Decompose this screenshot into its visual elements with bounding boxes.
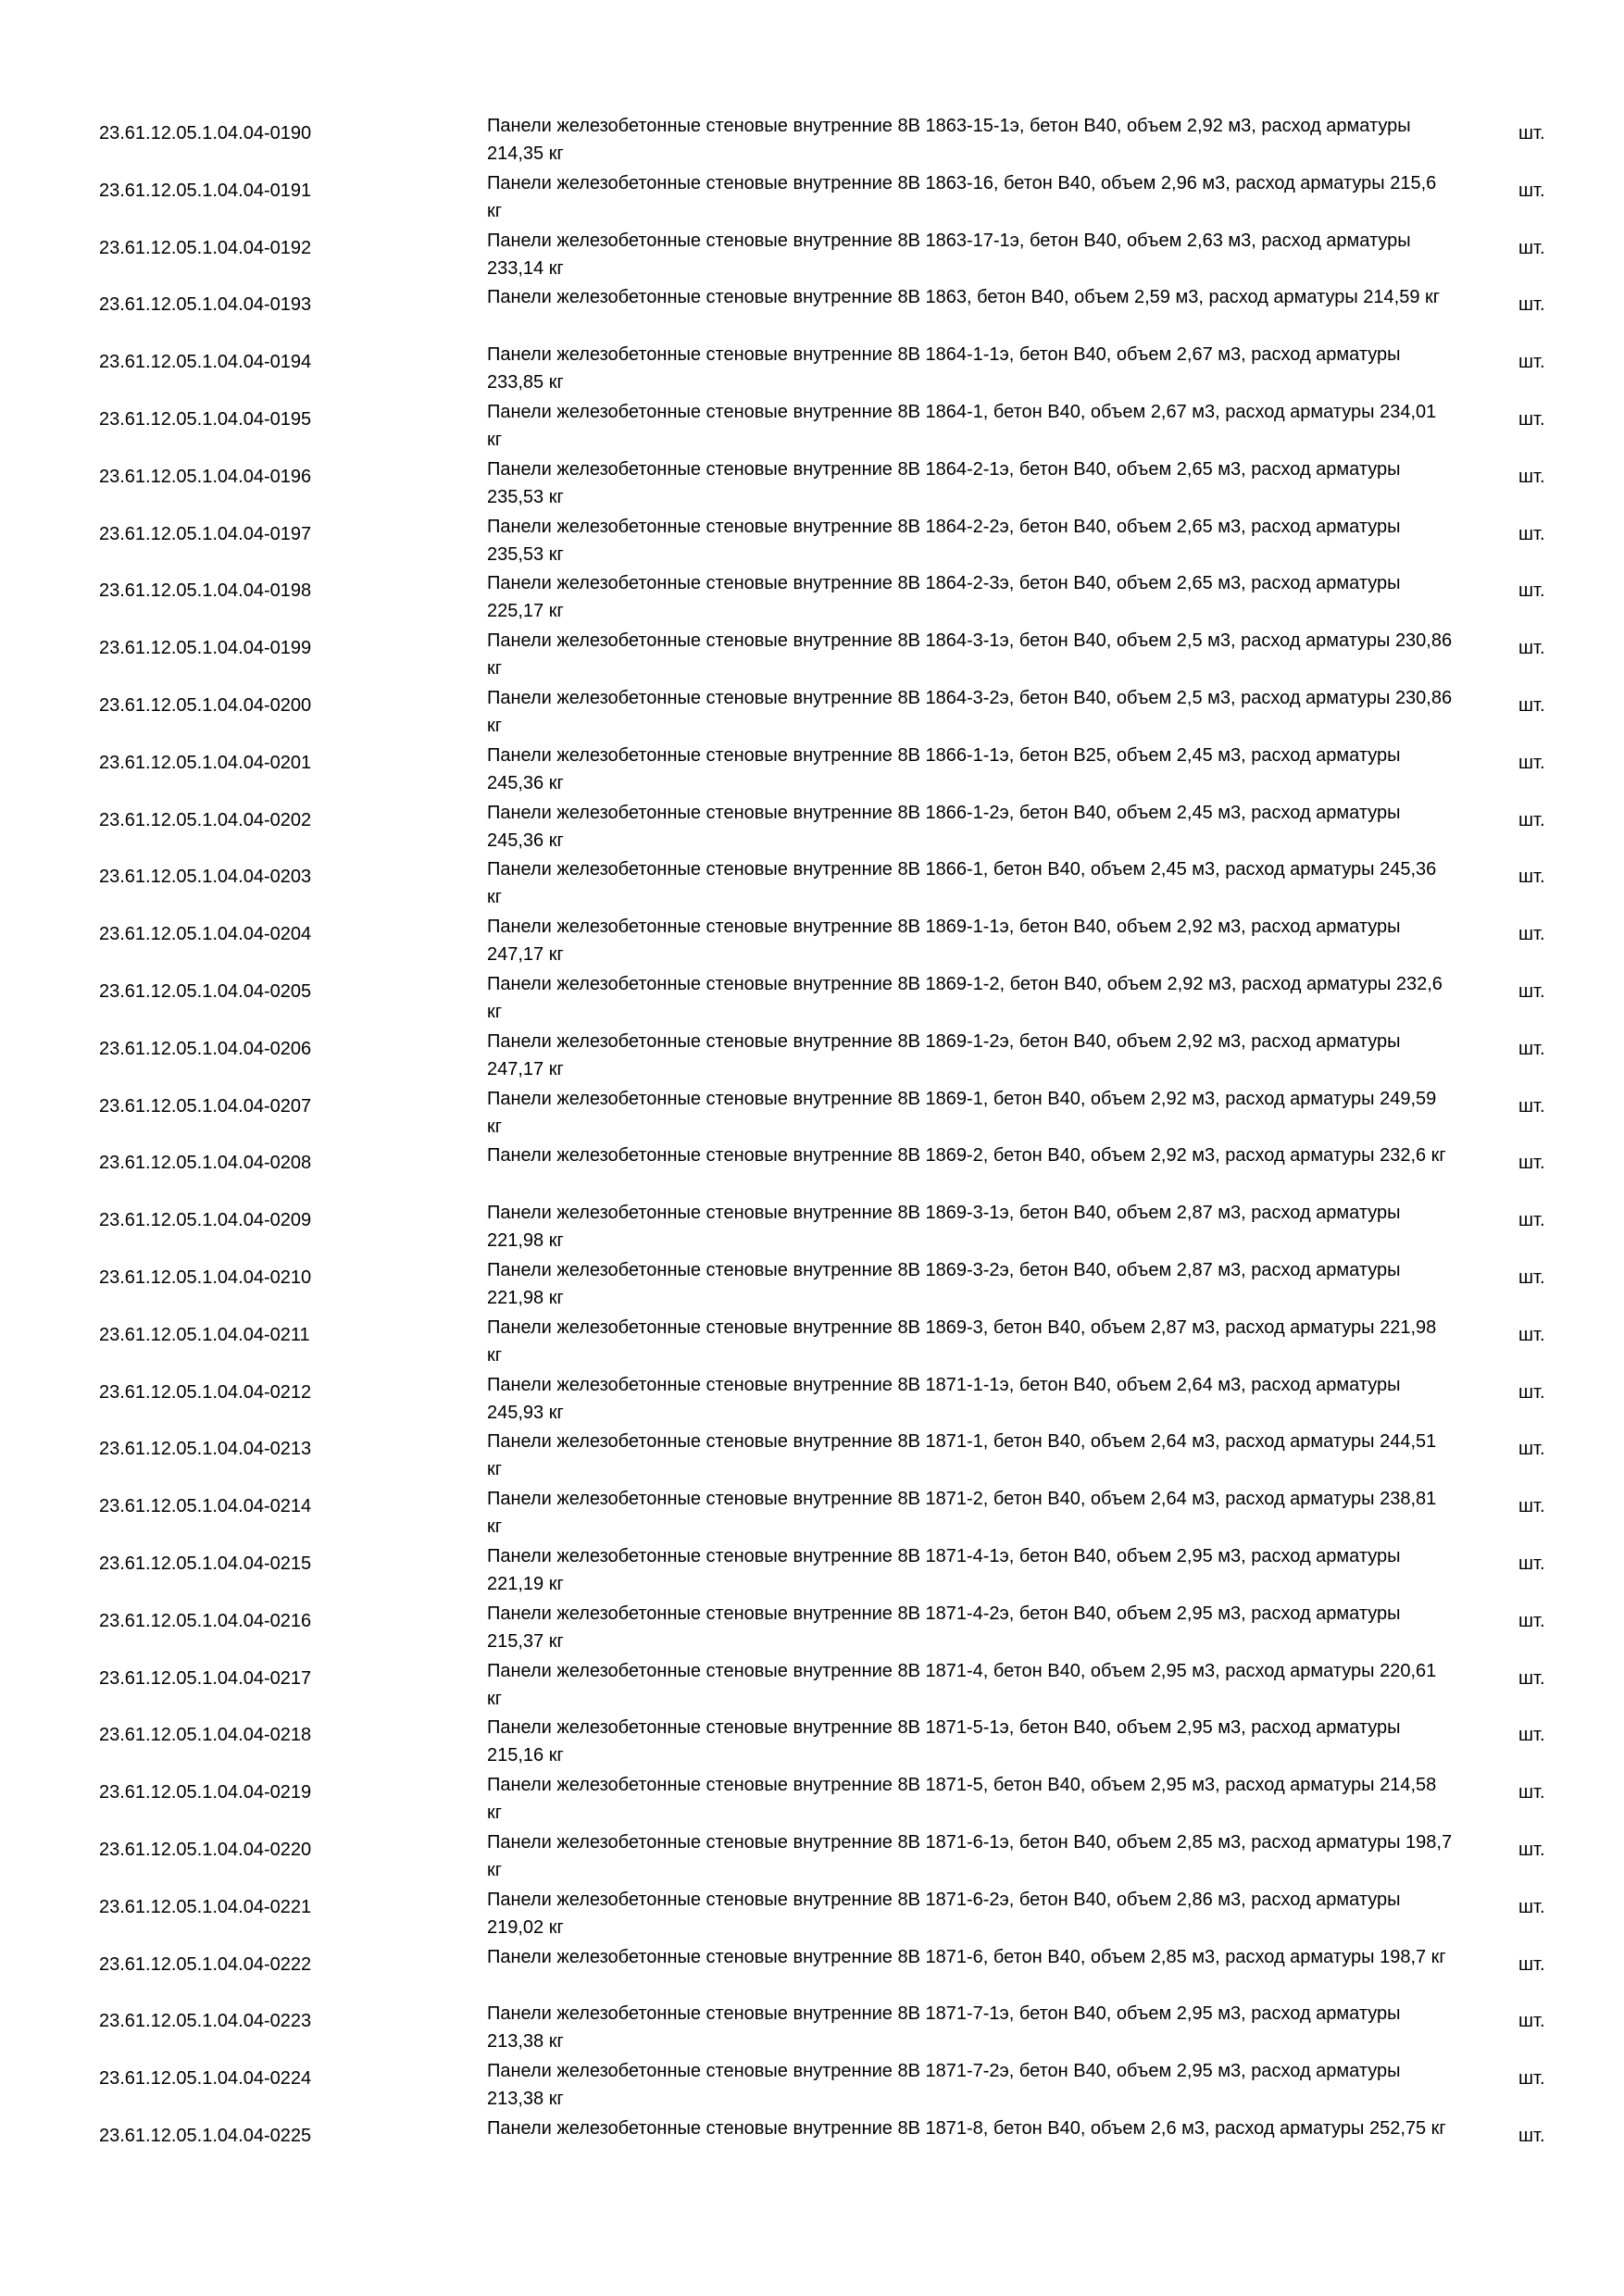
resource-description: Панели железобетонные стеновые внутренние 8В 1871-6-1э, бетон В40, объем 2,85 м3, расход арматуры 198,7 кг (487, 1831, 1453, 1880)
unit-of-measure: шт. (1518, 1839, 1545, 1860)
resource-description: Панели железобетонные стеновые внутренние 8В 1863-17-1э, бетон В40, объем 2,63 м3, расход арматуры 233,14 кг (487, 230, 1411, 279)
resource-code: 23.61.12.05.1.04.04-0202 (99, 809, 312, 830)
resource-code: 23.61.12.05.1.04.04-0203 (99, 867, 312, 888)
resource-code: 23.61.12.05.1.04.04-0210 (99, 1267, 312, 1288)
unit-of-measure: шт. (1518, 294, 1545, 316)
resource-code: 23.61.12.05.1.04.04-0221 (99, 1896, 312, 1917)
resource-description: Панели железобетонные стеновые внутренние 8В 1871-4-1э, бетон В40, объем 2,95 м3, расход арматуры 221,19 кг (487, 1545, 1401, 1594)
unit-of-measure: шт. (1518, 1439, 1545, 1460)
resource-code: 23.61.12.05.1.04.04-0225 (99, 2125, 312, 2146)
unit-of-measure: шт. (1518, 2011, 1545, 2032)
resource-code: 23.61.12.05.1.04.04-0211 (99, 1324, 310, 1345)
resource-code: 23.61.12.05.1.04.04-0206 (99, 1038, 312, 1059)
unit-of-measure: шт. (1518, 1381, 1545, 1403)
table-row (0, 1021, 1624, 1079)
unit-of-measure: шт. (1518, 1553, 1545, 1574)
resource-description: Панели железобетонные стеновые внутренние 8В 1869-1, бетон В40, объем 2,92 м3, расход арматуры 249,59 кг (487, 1088, 1437, 1137)
unit-of-measure: шт. (1518, 924, 1545, 945)
table-row (0, 792, 1624, 850)
resource-description: Панели железобетонные стеновые внутренние 8В 1864-2-3э, бетон В40, объем 2,65 м3, расход арматуры 225,17 кг (487, 573, 1401, 622)
unit-of-measure: шт. (1518, 867, 1545, 888)
unit-of-measure: шт. (1518, 180, 1545, 201)
resource-description: Панели железобетонные стеновые внутренние 8В 1869-3, бетон В40, объем 2,87 м3, расход арматуры 221,98 кг (487, 1316, 1437, 1366)
resource-description: Панели железобетонные стеновые внутренние 8В 1863, бетон В40, объем 2,59 м3, расход арматуры 214,59 кг (487, 287, 1441, 308)
resource-code: 23.61.12.05.1.04.04-0204 (99, 924, 312, 945)
unit-of-measure: шт. (1518, 2068, 1545, 2090)
table-row (0, 1765, 1624, 1822)
table-row (0, 1822, 1624, 1879)
resource-code: 23.61.12.05.1.04.04-0198 (99, 580, 312, 602)
table-row (0, 620, 1624, 678)
resource-code: 23.61.12.05.1.04.04-0220 (99, 1839, 312, 1860)
table-row (0, 506, 1624, 564)
table-row (0, 1479, 1624, 1536)
resource-code: 23.61.12.05.1.04.04-0218 (99, 1725, 312, 1746)
table-row (0, 735, 1624, 792)
table-row (0, 964, 1624, 1021)
unit-of-measure: шт. (1518, 466, 1545, 487)
resource-description: Панели железобетонные стеновые внутренние 8В 1869-1-1э, бетон В40, объем 2,92 м3, расход арматуры 247,17 кг (487, 917, 1401, 966)
resource-code: 23.61.12.05.1.04.04-0199 (99, 638, 312, 659)
table-row (0, 2051, 1624, 2108)
resource-code: 23.61.12.05.1.04.04-0223 (99, 2011, 312, 2032)
table-row (0, 277, 1624, 334)
table-row (0, 849, 1624, 906)
resource-description: Панели железобетонные стеновые внутренние 8В 1863-16, бетон В40, объем 2,96 м3, расход арматуры 215,6 кг (487, 172, 1437, 221)
unit-of-measure: шт. (1518, 580, 1545, 602)
resource-code: 23.61.12.05.1.04.04-0209 (99, 1210, 312, 1231)
resource-description: Панели железобетонные стеновые внутренние 8В 1869-1-2, бетон В40, объем 2,92 м3, расход арматуры 232,6 кг (487, 973, 1443, 1022)
unit-of-measure: шт. (1518, 523, 1545, 544)
table-row (0, 220, 1624, 278)
table-row (0, 1993, 1624, 2051)
table-row (0, 1079, 1624, 1136)
resource-description: Панели железобетонные стеновые внутренние 8В 1871-6-2э, бетон В40, объем 2,86 м3, расход арматуры 219,02 кг (487, 1889, 1401, 1938)
resource-code: 23.61.12.05.1.04.04-0216 (99, 1610, 312, 1631)
table-row (0, 163, 1624, 220)
resource-description: Панели железобетонные стеновые внутренние 8В 1871-5, бетон В40, объем 2,95 м3, расход арматуры 214,58 кг (487, 1775, 1437, 1824)
resource-code: 23.61.12.05.1.04.04-0191 (99, 180, 312, 201)
resource-code: 23.61.12.05.1.04.04-0222 (99, 1953, 312, 1975)
unit-of-measure: шт. (1518, 1210, 1545, 1231)
unit-of-measure: шт. (1518, 1667, 1545, 1689)
resource-description: Панели железобетонные стеновые внутренние 8В 1871-4, бетон В40, объем 2,95 м3, расход арматуры 220,61 кг (487, 1660, 1437, 1709)
resource-description: Панели железобетонные стеновые внутренние 8В 1869-3-2э, бетон В40, объем 2,87 м3, расход арматуры 221,98 кг (487, 1259, 1401, 1308)
unit-of-measure: шт. (1518, 1267, 1545, 1288)
resource-code: 23.61.12.05.1.04.04-0200 (99, 694, 312, 716)
resource-code: 23.61.12.05.1.04.04-0205 (99, 980, 312, 1002)
table-row (0, 106, 1624, 163)
unit-of-measure: шт. (1518, 638, 1545, 659)
table-row (0, 1307, 1624, 1365)
resource-code: 23.61.12.05.1.04.04-0207 (99, 1095, 312, 1117)
resource-description: Панели железобетонные стеновые внутренние 8В 1871-4-2э, бетон В40, объем 2,95 м3, расход арматуры 215,37 кг (487, 1603, 1401, 1652)
resource-description: Панели железобетонные стеновые внутренние 8В 1871-1, бетон В40, объем 2,64 м3, расход арматуры 244,51 кг (487, 1431, 1437, 1480)
resource-description: Панели железобетонные стеновые внутренние 8В 1871-5-1э, бетон В40, объем 2,95 м3, расход арматуры 215,16 кг (487, 1717, 1401, 1766)
resource-code: 23.61.12.05.1.04.04-0194 (99, 352, 312, 373)
resource-description: Панели железобетонные стеновые внутренние 8В 1871-1-1э, бетон В40, объем 2,64 м3, расход арматуры 245,93 кг (487, 1374, 1401, 1423)
unit-of-measure: шт. (1518, 1610, 1545, 1631)
unit-of-measure: шт. (1518, 1953, 1545, 1975)
resource-description: Панели железобетонные стеновые внутренние 8В 1866-1-1э, бетон В25, объем 2,45 м3, расход арматуры 245,36 кг (487, 744, 1401, 793)
unit-of-measure: шт. (1518, 1038, 1545, 1059)
resource-description: Панели железобетонные стеновые внутренние 8В 1871-7-1э, бетон В40, объем 2,95 м3, расход арматуры 213,38 кг (487, 2003, 1401, 2053)
resource-description: Панели железобетонные стеновые внутренние 8В 1864-1, бетон В40, объем 2,67 м3, расход арматуры 234,01 кг (487, 401, 1437, 450)
unit-of-measure: шт. (1518, 1782, 1545, 1803)
resource-description: Панели железобетонные стеновые внутренние 8В 1866-1-2э, бетон В40, объем 2,45 м3, расход арматуры 245,36 кг (487, 802, 1401, 851)
table-row (0, 334, 1624, 392)
table-row (0, 449, 1624, 506)
resource-description: Панели железобетонные стеновые внутренние 8В 1866-1, бетон В40, объем 2,45 м3, расход арматуры 245,36 кг (487, 859, 1437, 908)
unit-of-measure: шт. (1518, 694, 1545, 716)
resource-description: Панели железобетонные стеновые внутренние 8В 1869-1-2э, бетон В40, объем 2,92 м3, расход арматуры 247,17 кг (487, 1030, 1401, 1079)
unit-of-measure: шт. (1518, 980, 1545, 1002)
table-row (0, 1192, 1624, 1250)
resource-code: 23.61.12.05.1.04.04-0219 (99, 1782, 312, 1803)
resource-description: Панели железобетонные стеновые внутренние 8В 1864-2-2э, бетон В40, объем 2,65 м3, расход арматуры 235,53 кг (487, 516, 1401, 565)
table-row (0, 1593, 1624, 1651)
resource-description: Панели железобетонные стеновые внутренние 8В 1869-3-1э, бетон В40, объем 2,87 м3, расход арматуры 221,98 кг (487, 1203, 1401, 1252)
resource-code: 23.61.12.05.1.04.04-0192 (99, 237, 312, 258)
resource-code: 23.61.12.05.1.04.04-0197 (99, 523, 312, 544)
unit-of-measure: шт. (1518, 1496, 1545, 1517)
unit-of-measure: шт. (1518, 123, 1545, 144)
unit-of-measure: шт. (1518, 1324, 1545, 1345)
resource-code: 23.61.12.05.1.04.04-0214 (99, 1496, 312, 1517)
table-row (0, 906, 1624, 964)
resource-code: 23.61.12.05.1.04.04-0196 (99, 466, 312, 487)
resource-code: 23.61.12.05.1.04.04-0208 (99, 1153, 312, 1174)
unit-of-measure: шт. (1518, 1153, 1545, 1174)
resource-code: 23.61.12.05.1.04.04-0213 (99, 1439, 312, 1460)
resource-code: 23.61.12.05.1.04.04-0215 (99, 1553, 312, 1574)
unit-of-measure: шт. (1518, 2125, 1545, 2146)
table-row (0, 678, 1624, 735)
table-row (0, 563, 1624, 620)
table-row (0, 1135, 1624, 1192)
resource-description: Панели железобетонные стеновые внутренние 8В 1871-8, бетон В40, объем 2,6 м3, расход арматуры 252,75 кг (487, 2117, 1446, 2139)
resource-description: Панели железобетонные стеновые внутренние 8В 1871-7-2э, бетон В40, объем 2,95 м3, расход арматуры 213,38 кг (487, 2061, 1401, 2110)
resource-description: Панели железобетонные стеновые внутренние 8В 1864-2-1э, бетон В40, объем 2,65 м3, расход арматуры 235,53 кг (487, 458, 1401, 507)
resource-code: 23.61.12.05.1.04.04-0217 (99, 1667, 312, 1689)
resource-description: Панели железобетонные стеновые внутренние 8В 1871-6, бетон В40, объем 2,85 м3, расход арматуры 198,7 кг (487, 1946, 1446, 1967)
table-row (0, 1421, 1624, 1479)
resource-code: 23.61.12.05.1.04.04-0212 (99, 1381, 312, 1403)
unit-of-measure: шт. (1518, 408, 1545, 430)
resource-description: Панели железобетонные стеновые внутренние 8В 1864-3-1э, бетон В40, объем 2,5 м3, расход арматуры 230,86 кг (487, 630, 1453, 680)
resource-description: Панели железобетонные стеновые внутренние 8В 1863-15-1э, бетон В40, объем 2,92 м3, расход арматуры 214,35 кг (487, 116, 1411, 164)
resource-description: Панели железобетонные стеновые внутренние 8В 1864-3-2э, бетон В40, объем 2,5 м3, расход арматуры 230,86 кг (487, 687, 1453, 736)
resource-code: 23.61.12.05.1.04.04-0190 (99, 123, 312, 144)
unit-of-measure: шт. (1518, 752, 1545, 773)
resource-code: 23.61.12.05.1.04.04-0193 (99, 294, 312, 316)
resource-code: 23.61.12.05.1.04.04-0224 (99, 2068, 312, 2090)
table-row (0, 1651, 1624, 1708)
table-row (0, 1937, 1624, 1994)
resource-description: Панели железобетонные стеновые внутренние 8В 1869-2, бетон В40, объем 2,92 м3, расход арматуры 232,6 кг (487, 1145, 1446, 1167)
table-row (0, 1365, 1624, 1422)
resource-description: Панели железобетонные стеновые внутренние 8В 1871-2, бетон В40, объем 2,64 м3, расход арматуры 238,81 кг (487, 1489, 1437, 1538)
resource-code: 23.61.12.05.1.04.04-0201 (99, 752, 312, 773)
unit-of-measure: шт. (1518, 1095, 1545, 1117)
table-row (0, 392, 1624, 449)
unit-of-measure: шт. (1518, 809, 1545, 830)
resource-code: 23.61.12.05.1.04.04-0195 (99, 408, 312, 430)
table-row (0, 1536, 1624, 1593)
unit-of-measure: шт. (1518, 1896, 1545, 1917)
table-row (0, 2108, 1624, 2165)
table-row (0, 1707, 1624, 1765)
price-list-table (0, 106, 1624, 2165)
table-row (0, 1879, 1624, 1937)
table-row (0, 1250, 1624, 1307)
unit-of-measure: шт. (1518, 352, 1545, 373)
resource-description: Панели железобетонные стеновые внутренние 8В 1864-1-1э, бетон В40, объем 2,67 м3, расход арматуры 233,85 кг (487, 344, 1401, 393)
unit-of-measure: шт. (1518, 1725, 1545, 1746)
unit-of-measure: шт. (1518, 237, 1545, 258)
